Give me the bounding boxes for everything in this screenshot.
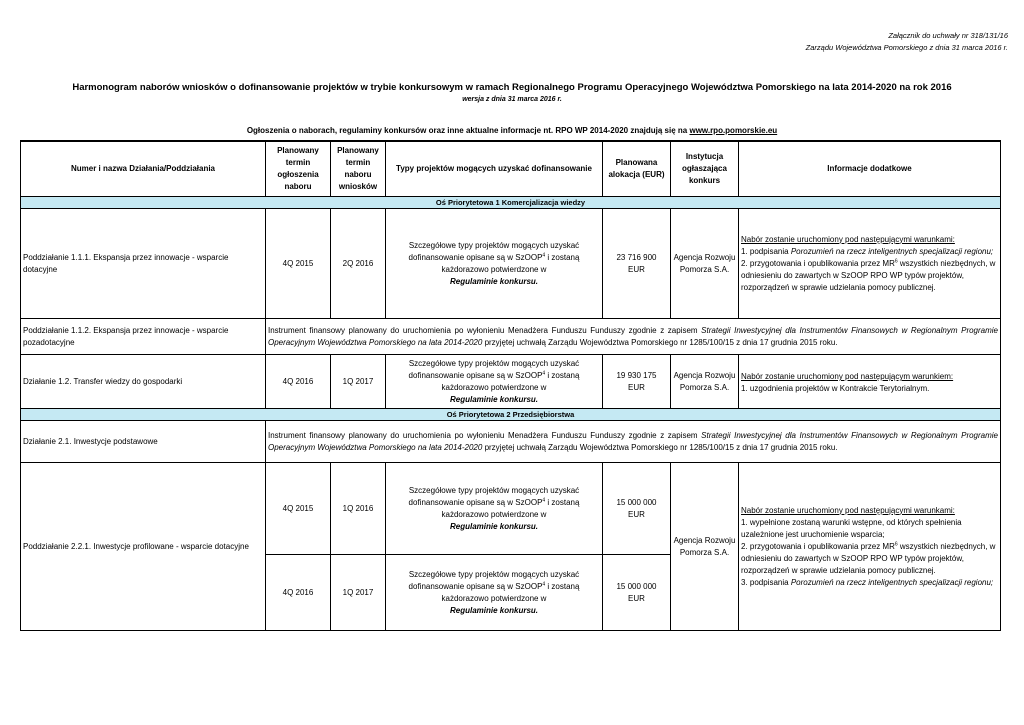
allocation: 19 930 175 EUR <box>603 355 671 409</box>
header-institution: Instytucja ogłaszająca konkurs <box>671 141 739 197</box>
website-link[interactable]: www.rpo.pomorskie.eu <box>689 126 778 135</box>
project-types: Szczegółowe typy projektów mogących uzyskać dofinansowanie opisane są w SzOOP$^4$ i zostaną każdorazowo potwierdzone w Regulaminie konkursu. <box>386 555 603 631</box>
measure-name: Poddziałanie 2.2.1. Inwestycje profilowane - wsparcie dotacyjne <box>21 463 266 631</box>
announcement-term: 4Q 2015 <box>266 463 331 555</box>
project-types: Szczegółowe typy projektów mogących uzyskać dofinansowanie opisane są w SzOOP$^4$ i zostaną każdorazowo potwierdzone w Regulaminie konkursu. <box>386 463 603 555</box>
additional-info: Nabór zostanie uruchomiony pod następującym warunkiem: 1. uzgodnienia projektów w Kontrakcie Terytorialnym. <box>739 355 1001 409</box>
application-term: 2Q 2016 <box>331 209 386 319</box>
table-row-1-2 <box>21 355 1001 409</box>
header-applications: Planowany termin naboru wniosków <box>331 141 386 197</box>
axis-2-label: Oś Priorytetowa 2 Przedsiębiorstwa <box>21 409 1001 421</box>
document-version: wersja z dnia 31 marca 2016 r. <box>462 96 562 103</box>
header-measure: Numer i nazwa Działania/Poddziałania <box>21 141 266 197</box>
table-row-2-2-1a <box>21 463 1001 555</box>
application-term: 1Q 2016 <box>331 463 386 555</box>
attachment-line-1: Załącznik do uchwały nr 318/131/16 <box>888 31 1008 40</box>
allocation: 15 000 000 EUR <box>603 555 671 631</box>
header-info: Informacje dodatkowe <box>739 141 1001 197</box>
measure-name: Działanie 2.1. Inwestycje podstawowe <box>21 421 266 463</box>
notice <box>0 126 1024 135</box>
announcement-term: 4Q 2015 <box>266 209 331 319</box>
document-title: Harmonogram naborów wniosków o dofinansowanie projektów w trybie konkursowym w ramach Regionalnego Programu Operacyjnego Województwa Pomorskiego na lata 2014-2020 na rok 2016 <box>72 82 952 93</box>
notice-text: Ogłoszenia o naborach, regulaminy konkursów oraz inne aktualne informacje nt. RPO WP 2014-2020 znajdują się na <box>246 126 690 135</box>
header-types: Typy projektów mogących uzyskać dofinansowanie <box>386 141 603 197</box>
measure-name: Poddziałanie 1.1.2. Ekspansja przez innowacje - wsparcie pozadotacyjne <box>21 319 266 355</box>
additional-info: Nabór zostanie uruchomiony pod następującymi warunkami: 1. wypełnione zostaną warunki wstępne, od których spełnienia uzależnione jest uruchomienie wsparcia; 2. przygotowania i opublikowania przez $MR^6$ wszystkich niezbędnych, w odniesieniu do zawartych w SzOOP RPO WP typów projektów, rozporządzeń w sprawie udzielania pomocy publicznej. 3. podpisania Porozumień na rzecz inteligentnych specjalizacji regionu; <box>739 463 1001 631</box>
announcement-term: 4Q 2016 <box>266 555 331 631</box>
measure-name: Działanie 1.2. Transfer wiedzy do gospodarki <box>21 355 266 409</box>
attachment-note <box>806 30 1008 54</box>
axis-row-2 <box>21 409 1001 421</box>
financial-instrument-note: Instrument finansowy planowany do uruchomienia po wyłonieniu Menadżera Funduszu Funduszy zgodnie z zapisem Strategii Inwestycyjnej dla Instrumentów Finansowych w Regionalnym Programie Operacyjnym Województwa Pomorskiego na lata 2014-2020 przyjętej uchwałą Zarządu Województwa Pomorskiego nr 1285/100/15 z dnia 17 grudnia 2015 roku. <box>266 319 1001 355</box>
application-term: 1Q 2017 <box>331 555 386 631</box>
allocation: 15 000 000 EUR <box>603 463 671 555</box>
additional-info: Nabór zostanie uruchomiony pod następującymi warunkami: 1. podpisania Porozumień na rzecz inteligentnych specjalizacji regionu; 2. przygotowania i opublikowania przez $MR^6$ wszystkich niezbędnych, w odniesieniu do zawartych w SzOOP RPO WP typów projektów, rozporządzeń w sprawie udzielania pomocy publicznej. <box>739 209 1001 319</box>
institution: Agencja Rozwoju Pomorza S.A. <box>671 355 739 409</box>
institution: Agencja Rozwoju Pomorza S.A. <box>671 209 739 319</box>
axis-1-label: Oś Priorytetowa 1 Komercjalizacja wiedzy <box>21 197 1001 209</box>
axis-row-1 <box>21 197 1001 209</box>
header-announcement: Planowany termin ogłoszenia naboru <box>266 141 331 197</box>
table-row-1-1-2 <box>21 319 1001 355</box>
project-types: Szczegółowe typy projektów mogących uzyskać dofinansowanie opisane są w SzOOP$^4$ i zostaną każdorazowo potwierdzone w Regulaminie konkursu. <box>386 355 603 409</box>
financial-instrument-note: Instrument finansowy planowany do uruchomienia po wyłonieniu Menadżera Funduszu Funduszy zgodnie z zapisem Strategii Inwestycyjnej dla Instrumentów Finansowych w Regionalnym Programie Operacyjnym Województwa Pomorskiego na lata 2014-2020 przyjętej uchwałą Zarządu Województwa Pomorskiego nr 1285/100/15 z dnia 17 grudnia 2015 roku. <box>266 421 1001 463</box>
table-row-2-1 <box>21 421 1001 463</box>
table-row-1-1-1 <box>21 209 1001 319</box>
attachment-line-2: Zarządu Województwa Pomorskiego z dnia 31 marca 2016 r. <box>805 43 1008 52</box>
project-types: Szczegółowe typy projektów mogących uzyskać dofinansowanie opisane są w SzOOP$^4$ i zostaną każdorazowo potwierdzone w Regulaminie konkursu. <box>386 209 603 319</box>
announcement-term: 4Q 2016 <box>266 355 331 409</box>
header-row <box>21 141 1001 197</box>
application-term: 1Q 2017 <box>331 355 386 409</box>
header-allocation: Planowana alokacja (EUR) <box>603 141 671 197</box>
institution: Agencja Rozwoju Pomorza S.A. <box>671 463 739 631</box>
schedule-table <box>20 140 1001 631</box>
measure-name: Poddziałanie 1.1.1. Ekspansja przez innowacje - wsparcie dotacyjne <box>21 209 266 319</box>
allocation: 23 716 900 EUR <box>603 209 671 319</box>
